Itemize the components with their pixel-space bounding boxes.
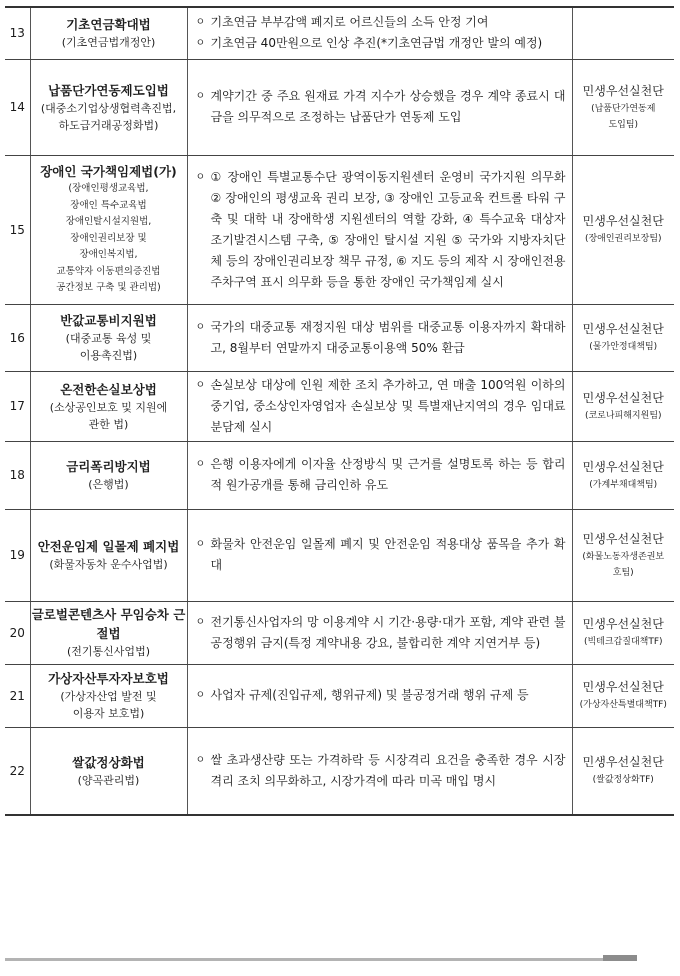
related-law: 장애인복지법, bbox=[79, 249, 138, 261]
related-law: 공간정보 구축 및 관리법) bbox=[56, 282, 161, 294]
related-law: 장애인권리보장 및 bbox=[70, 232, 147, 244]
content-list bbox=[196, 612, 566, 654]
law-cell bbox=[30, 727, 187, 815]
content-item: ㅇ 계약기간 중 주요 원재료 가격 지수가 상승했을 경우 계약 종료시 대금을 의무적으로 조정하는 납품단가 연동제 도입 bbox=[196, 86, 566, 128]
related-law: 장애인탈시설지원법, bbox=[65, 216, 152, 228]
law-cell bbox=[30, 7, 187, 59]
org-team: 도입팀) bbox=[608, 119, 639, 130]
related-law: (전기통신사업법) bbox=[67, 645, 150, 658]
law-name: 가상자산투자자보호법 bbox=[48, 671, 169, 686]
row-number: 18 bbox=[5, 441, 30, 509]
content-item: ㅇ 국가의 대중교통 재정지원 대상 범위를 대중교통 이용자까지 확대하고, 8월부터 연말까지 대중교통이용액 50% 환급 bbox=[196, 317, 566, 359]
table-row bbox=[5, 304, 674, 371]
org-cell bbox=[572, 7, 674, 59]
related-law: (소상공인보호 및 지원에 bbox=[49, 400, 168, 414]
content-list bbox=[196, 534, 566, 576]
content-cell bbox=[187, 7, 572, 59]
content-cell bbox=[187, 727, 572, 815]
law-cell bbox=[30, 664, 187, 727]
policy-table bbox=[5, 6, 674, 816]
row-number: 15 bbox=[5, 155, 30, 304]
law-name: 쌀값정상화법 bbox=[72, 754, 145, 770]
related-law: (가상자산업 발전 및 bbox=[60, 690, 157, 703]
org-name: 민생우선실천단 bbox=[582, 617, 664, 631]
org-team: (납품단가연동제 bbox=[591, 103, 656, 114]
related-law: (장애인평생교육법, bbox=[68, 183, 149, 195]
org-team: (화물노동자생존권보 bbox=[582, 551, 665, 562]
related-law: 이용자 보호법) bbox=[72, 707, 145, 720]
content-item: ㅇ 기초연금 40만원으로 인상 추진(*기초연금법 개정안 발의 예정) bbox=[196, 33, 566, 54]
law-cell bbox=[30, 441, 187, 509]
org-name: 민생우선실천단 bbox=[582, 531, 664, 546]
org-team: (가계부채대책팀) bbox=[589, 479, 658, 490]
table-row bbox=[5, 727, 674, 815]
org-name: 민생우선실천단 bbox=[582, 755, 664, 770]
org-name: 민생우선실천단 bbox=[582, 214, 664, 228]
content-cell bbox=[187, 304, 572, 371]
org-name: 민생우선실천단 bbox=[582, 390, 664, 405]
content-item: ㅇ 기초연금 부부감액 폐지로 어르신들의 소득 안정 기여 bbox=[196, 12, 566, 33]
table-row bbox=[5, 59, 674, 155]
policy-table-body bbox=[5, 7, 674, 815]
content-cell bbox=[187, 664, 572, 727]
related-law: 교통약자 이동편의증진법 bbox=[56, 265, 161, 277]
related-law: (화물자동차 운수사업법) bbox=[49, 558, 168, 571]
org-name: 민생우선실천단 bbox=[582, 83, 664, 98]
row-number: 17 bbox=[5, 371, 30, 441]
table-row bbox=[5, 601, 674, 664]
content-item: ㅇ ① 장애인 특별교통수단 광역이동지원센터 운영비 국가지원 의무화 ② 장애인의 평생교육 권리 보장, ③ 장애인 고등교육 컨트롤 타워 구축 및 대학 내 장애학생 지원센터의 역할 강화, ④ 특수교육 대상자 조기발견시스템 구축, ⑤ 장애인 탈시설 지원 ⑤ 국가와 지방자치단체 등의 장애인권리보장 책무 규정, ⑥ 지도 등의 제작 시 장애인전용주차구역 표시 의무화 등을 통한 장애인 국가책임제 실시 bbox=[196, 167, 566, 293]
content-list bbox=[196, 317, 566, 359]
row-number: 13 bbox=[5, 7, 30, 59]
law-cell bbox=[30, 371, 187, 441]
law-name: 납품단가연동제도입법 bbox=[48, 82, 169, 98]
content-list bbox=[196, 750, 566, 792]
law-name: 안전운임제 일몰제 폐지법 bbox=[37, 539, 180, 554]
content-item: ㅇ 쌀 초과생산량 또는 가격하락 등 시장격리 요건을 충족한 경우 시장격리 조치 의무화하고, 시장가격에 따라 미곡 매입 명시 bbox=[196, 750, 566, 792]
row-number: 21 bbox=[5, 664, 30, 727]
related-law: (대중소기업상생협력촉진법, bbox=[40, 101, 177, 115]
org-cell bbox=[572, 664, 674, 727]
content-list bbox=[196, 167, 566, 293]
table-row bbox=[5, 509, 674, 601]
law-name: 온전한손실보상법 bbox=[60, 381, 157, 397]
footer-tab bbox=[603, 955, 637, 961]
law-name: 글로벌콘텐츠사 무임승차 근절법 bbox=[31, 607, 186, 641]
content-list bbox=[196, 86, 566, 128]
related-law: (양곡관리법) bbox=[77, 773, 140, 787]
law-name: 반값교통비지원법 bbox=[60, 313, 157, 328]
org-name: 민생우선실천단 bbox=[582, 459, 664, 474]
content-item: ㅇ 손실보상 대상에 인원 제한 조치 추가하고, 연 매출 100억원 이하의 중기업, 중소상인자영업자 손실보상 및 특별재난지역의 경우 임대료분담제 실시 bbox=[196, 375, 566, 438]
law-name: 기초연금확대법 bbox=[66, 17, 151, 33]
law-cell bbox=[30, 601, 187, 664]
org-team: (가상자산특별대책TF) bbox=[579, 700, 667, 710]
content-item: ㅇ 화물차 안전운임 일몰제 폐지 및 안전운임 적용대상 품목을 추가 확대 bbox=[196, 534, 566, 576]
org-cell bbox=[572, 601, 674, 664]
law-cell bbox=[30, 304, 187, 371]
org-team: (장애인권리보장팀) bbox=[584, 234, 662, 244]
org-cell bbox=[572, 441, 674, 509]
row-number: 14 bbox=[5, 59, 30, 155]
org-cell bbox=[572, 304, 674, 371]
related-law: (은행법) bbox=[88, 478, 129, 491]
org-cell bbox=[572, 509, 674, 601]
law-name: 장애인 국가책임제법(가) bbox=[40, 164, 177, 180]
table-row bbox=[5, 155, 674, 304]
content-cell bbox=[187, 371, 572, 441]
org-team: (빅테크갑질대책TF) bbox=[583, 637, 663, 647]
content-item: ㅇ 사업자 규제(진입규제, 행위규제) 및 불공정거래 행위 규제 등 bbox=[196, 685, 566, 706]
org-cell bbox=[572, 371, 674, 441]
org-name: 민생우선실천단 bbox=[582, 322, 664, 336]
law-name: 금리폭리방지법 bbox=[66, 459, 151, 474]
row-number: 19 bbox=[5, 509, 30, 601]
row-number: 20 bbox=[5, 601, 30, 664]
org-team: (물가안정대책팀) bbox=[589, 342, 658, 352]
content-cell bbox=[187, 441, 572, 509]
content-item: ㅇ 은행 이용자에게 이자율 산정방식 및 근거를 설명토록 하는 등 합리적 원가공개를 통해 금리인하 유도 bbox=[196, 454, 566, 496]
org-cell bbox=[572, 59, 674, 155]
content-list bbox=[196, 375, 566, 438]
related-law: 장애인 특수교육법 bbox=[70, 199, 147, 211]
row-number: 22 bbox=[5, 727, 30, 815]
content-cell bbox=[187, 59, 572, 155]
content-cell bbox=[187, 155, 572, 304]
related-law: 하도급거래공정화법) bbox=[58, 118, 159, 132]
related-law: 이용촉진법) bbox=[79, 349, 138, 362]
content-cell bbox=[187, 509, 572, 601]
org-cell bbox=[572, 155, 674, 304]
content-item: ㅇ 전기통신사업자의 망 이용계약 시 기간·용량·대가 포함, 계약 관련 불공정행위 금지(특정 계약내용 강요, 불합리한 계약 지연거부 등) bbox=[196, 612, 566, 654]
org-team: (코로나피해지원팀) bbox=[584, 410, 662, 421]
content-cell bbox=[187, 601, 572, 664]
table-row bbox=[5, 664, 674, 727]
org-cell bbox=[572, 727, 674, 815]
law-cell bbox=[30, 509, 187, 601]
table-row bbox=[5, 371, 674, 441]
content-list bbox=[196, 685, 566, 706]
related-law: (기초연금법개정안) bbox=[61, 36, 156, 50]
org-team: 호팀) bbox=[612, 567, 634, 578]
table-row bbox=[5, 441, 674, 509]
table-row bbox=[5, 7, 674, 59]
content-list bbox=[196, 12, 566, 54]
org-team: (쌀값정상화TF) bbox=[592, 775, 654, 786]
row-number: 16 bbox=[5, 304, 30, 371]
related-law: (대중교통 육성 및 bbox=[65, 332, 152, 345]
content-list bbox=[196, 454, 566, 496]
law-cell bbox=[30, 155, 187, 304]
related-law: 관한 법) bbox=[88, 417, 129, 431]
footer-line bbox=[5, 958, 603, 961]
law-cell bbox=[30, 59, 187, 155]
org-name: 민생우선실천단 bbox=[582, 680, 664, 694]
